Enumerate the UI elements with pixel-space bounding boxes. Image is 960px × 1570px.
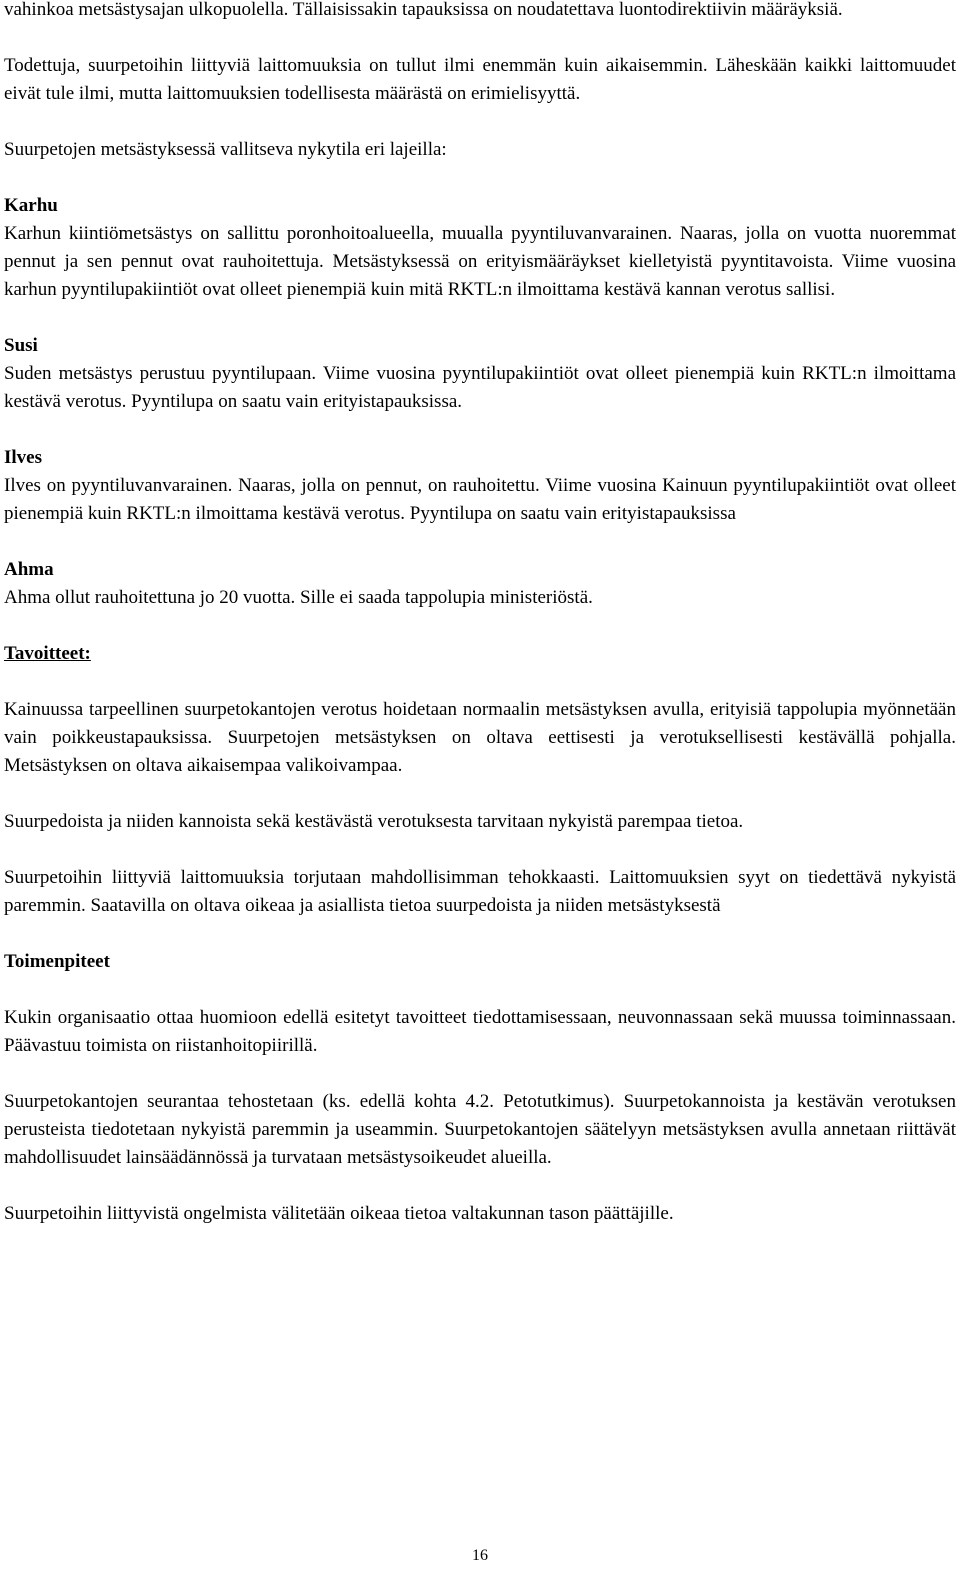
- intro-paragraph-1: vahinkoa metsästysajan ulkopuolella. Tällaisissakin tapauksissa on noudatettava luontodirektiivin määräyksiä.: [4, 0, 843, 20]
- species-text-susi: Suden metsästys perustuu pyyntilupaan. Viime vuosina pyyntilupakiintiöt ovat olleet pienempiä kuin RKTL:n ilmoittama kestävä verotus. Pyyntilupa on saatu vain erityistapauksissa.: [4, 363, 956, 412]
- species-section-karhu: [4, 192, 956, 304]
- goals-paragraph-3: Suurpetoihin liittyviä laittomuuksia torjutaan mahdollisimman tehokkaasti. Laittomuuksien syyt on tiedettävä nykyistä paremmin. Saatavilla on oltava oikeaa ja asiallista tietoa suurpedoista ja niiden metsästyksestä: [4, 867, 956, 916]
- goals-heading: Tavoitteet:: [4, 643, 91, 664]
- species-text-ilves: Ilves on pyyntiluvanvarainen. Naaras, jolla on pennut, on rauhoitettu. Viime vuosina Kainuun pyyntilupakiintiöt ovat olleet pienempiä kuin RKTL:n ilmoittama kestävä verotus. Pyyntilupa on saatu vain erityistapauksissa: [4, 475, 956, 524]
- intro-paragraph-3: Suurpetojen metsästyksessä vallitseva nykytila eri lajeilla:: [4, 139, 447, 160]
- actions-section: [4, 948, 956, 1228]
- species-section-ilves: [4, 444, 956, 528]
- species-section-susi: [4, 332, 956, 416]
- actions-paragraph-3: Suurpetoihin liittyvistä ongelmista välitetään oikeaa tietoa valtakunnan tason päättäjille.: [4, 1203, 674, 1224]
- species-heading-ilves: Ilves: [4, 447, 42, 468]
- actions-paragraph-2: Suurpetokantojen seurantaa tehostetaan (ks. edellä kohta 4.2. Petotutkimus). Suurpetokannoista ja kestävän verotuksen perusteista tiedotetaan nykyistä paremmin ja useammin. Suurpetokantojen säätelyyn metsästyksen avulla annetaan riittävät mahdollisuudet lainsäädännössä ja turvataan metsästysoikeudet alueilla.: [4, 1091, 956, 1168]
- page-number: 16: [472, 1547, 488, 1564]
- goals-paragraph-2: Suurpedoista ja niiden kannoista sekä kestävästä verotuksesta tarvitaan nykyistä parempaa tietoa.: [4, 811, 744, 832]
- document-page: [4, 0, 956, 1256]
- actions-paragraph-1: Kukin organisaatio ottaa huomioon edellä esitetyt tavoitteet tiedottamisessaan, neuvonnassaan sekä muussa toiminnassaan. Päävastuu toimista on riistanhoitopiirillä.: [4, 1007, 956, 1056]
- species-section-ahma: [4, 556, 956, 612]
- goals-section: [4, 640, 956, 920]
- species-heading-karhu: Karhu: [4, 195, 58, 216]
- species-heading-susi: Susi: [4, 335, 38, 356]
- species-text-karhu: Karhun kiintiömetsästys on sallittu poronhoitoalueella, muualla pyyntiluvanvarainen. Naaras, jolla on vuotta nuoremmat pennut ja sen pennut ovat rauhoitettuja. Metsästyksessä on erityismääräykset kielletyistä pyyntitavoista. Viime vuosina karhun pyyntilupakiintiöt ovat olleet pienempiä kuin mitä RKTL:n ilmoittama kestävä kannan verotus sallisi.: [4, 223, 956, 300]
- species-text-ahma: Ahma ollut rauhoitettuna jo 20 vuotta. Sille ei saada tappolupia ministeriöstä.: [4, 587, 593, 608]
- actions-heading: Toimenpiteet: [4, 951, 110, 972]
- goals-paragraph-1: Kainuussa tarpeellinen suurpetokantojen verotus hoidetaan normaalin metsästyksen avulla, erityisiä tappolupia myönnetään vain poikkeustapauksissa. Suurpetojen metsästyksen on oltava eettisesti ja verotuksellisesti kestävällä pohjalla. Metsästyksen on oltava aikaisempaa valikoivampaa.: [4, 699, 956, 776]
- intro-paragraph-2: Todettuja, suurpetoihin liittyviä laittomuuksia on tullut ilmi enemmän kuin aikaisemmin. Läheskään kaikki laittomuudet eivät tule ilmi, mutta laittomuuksien todellisesta määrästä on erimielisyyttä.: [4, 55, 956, 104]
- species-heading-ahma: Ahma: [4, 559, 54, 580]
